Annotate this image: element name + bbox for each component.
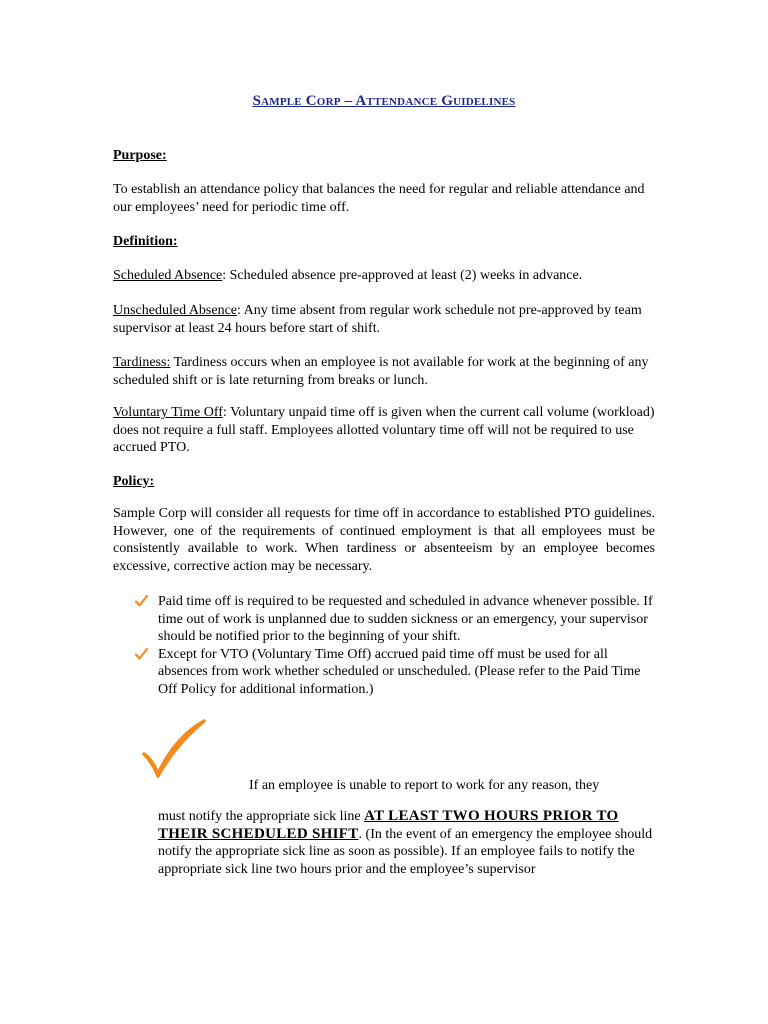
definition-voluntary-time-off: Voluntary Time Off: Voluntary unpaid time off is given when the current call volume (workload) does not require a full staff. Employees allotted voluntary time off will not be required to use accrued PTO. [113,405,655,455]
definition-heading: Definition: [113,234,178,249]
definition-term: Scheduled Absence [113,268,223,283]
list-item: Paid time off is required to be requested and scheduled in advance whenever possible. If time out of work is unplanned due to sudden sickness or an emergency, your supervisor should be notified prior to the beginning of your shift. [135,593,655,646]
purpose-heading: Purpose: [113,148,167,163]
notice-paragraph: must notify the appropriate sick line AT LEAST TWO HOURS PRIOR TO THEIR SCHEDULED SHIFT. (In the event of an emergency the employee should notify the appropriate sick line as soon as possible). If an employee fails to notify the appropriate sick line two hours prior and the employee’s supervisor [158,808,653,877]
definition-unscheduled-absence: Unscheduled Absence: Any time absent from regular work schedule not pre-approved by team supervisor at least 24 hours before start of shift. [113,303,642,336]
definition-tardiness: Tardiness: Tardiness occurs when an employee is not available for work at the beginning of any scheduled shift or is late returning from breaks or lunch. [113,355,649,388]
check-icon [135,595,148,607]
definition-scheduled-absence: Scheduled Absence: Scheduled absence pre-approved at least (2) weeks in advance. [113,268,583,283]
notice-emphasis: AT LEAST TWO HOURS PRIOR TO THEIR SCHEDULED SHIFT [158,808,619,842]
check-icon [135,648,148,660]
policy-bullet-list [135,593,655,698]
definition-term: Tardiness: [113,355,171,370]
definition-term: Voluntary Time Off [113,405,223,420]
purpose-text: To establish an attendance policy that balances the need for regular and reliable attendance and our employees’ need for periodic time off. [113,182,645,215]
list-item: Except for VTO (Voluntary Time Off) accrued paid time off must be used for all absences from work whether scheduled or unscheduled. (Please refer to the Paid Time Off Policy for additional information.) [135,646,655,699]
document-title: Sample Corp – Attendance Guidelines [252,93,516,109]
large-check-icon [140,718,206,780]
policy-text: Sample Corp will consider all requests for time off in accordance to established PTO guidelines. However, one of the requirements of continued employment is that all employees must be consistently available to work. When tardiness or absenteeism by an employee becomes excessive, corrective action may be necessary. [113,506,655,574]
definition-term: Unscheduled Absence [113,303,238,318]
policy-heading: Policy: [113,474,155,489]
notice-first-line: If an employee is unable to report to work for any reason, they [249,778,600,793]
